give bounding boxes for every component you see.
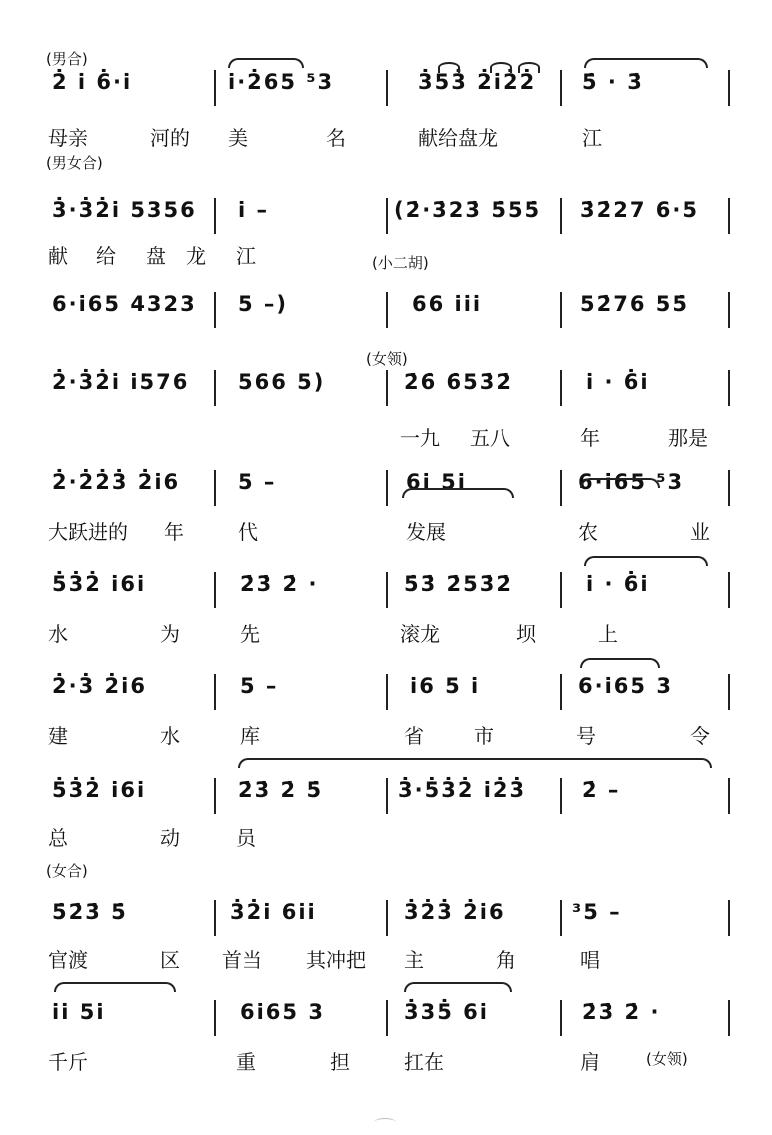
lyric: 扛在 [404,1050,444,1074]
slur [584,58,708,68]
measure: i̇6 5 i̇ [410,674,481,698]
barline [214,674,216,710]
measure: 2̇3̇ 2̇ 5̇ [238,778,324,802]
measure: ³5 – [572,900,622,924]
measure: 3̇2̇27 6·5 [580,198,699,222]
measure: 2̇·3̇ 2̇i̇6 [52,674,147,698]
barline [728,370,730,406]
barline [214,198,216,234]
slur [518,62,540,73]
notation-line [0,1000,772,1040]
measure: 2̇3̇ 2̇ · [582,1000,661,1024]
measure: 5̇ · 3̇ [582,70,644,94]
lyric: 年 [164,520,184,544]
barline [214,778,216,814]
measure: 3̇·5̇3̇2̇ i̇2̇3̇ [398,778,527,802]
lyric-line [0,422,772,448]
measure: 5 –) [238,292,289,316]
measure: 52̇76 55̇ [580,292,689,316]
measure: 3̇35̇ 6i̇ [404,1000,489,1024]
measure: 5̇3̇ 2̇53̇2̇ [404,572,513,596]
barline [728,572,730,608]
barline [728,70,730,106]
lyric: 献 [48,244,68,268]
barline [386,674,388,710]
barline [214,572,216,608]
barline [560,1000,562,1036]
lyric: 千斤 [48,1050,88,1074]
measure: 6i̇ 5i̇ [406,470,467,494]
lyric: 为 [160,622,180,646]
lyric: 献给盘龙 [418,126,498,150]
lyric: 库 [240,724,260,748]
lyric: 省 [404,724,424,748]
notation-line [0,572,772,612]
lyric-line [0,1046,772,1072]
lyric: 员 [236,826,256,850]
slur [580,658,660,668]
barline [728,292,730,328]
barline [214,370,216,406]
lyric: 区 [160,948,180,972]
part-cue: (女合) [46,862,88,880]
lyric: 主 [404,948,424,972]
measure: 6·i̇65 ⁵3 [578,470,685,494]
barline [728,470,730,506]
lyric: 市 [474,724,494,748]
instrument-cue: (女领) [646,1050,688,1068]
lyric: 大跃进的 [48,520,128,544]
lyric-line [0,240,772,272]
lyric: 江 [236,244,256,268]
notation-line [0,292,772,332]
lyric: 官渡 [48,948,88,972]
notation-line [0,70,772,110]
barline [560,674,562,710]
slur [438,62,460,73]
slur [584,556,708,566]
barline [728,674,730,710]
barline [386,778,388,814]
page-watermark-mark [374,1118,396,1127]
measure: 6·i̇65 4323 [52,292,197,316]
lyric: 一九 [400,426,440,450]
lyric: 美 [228,126,248,150]
barline [386,470,388,506]
lyric: 建 [48,724,68,748]
lyric-line [0,720,772,746]
measure: 2̇ – [582,778,621,802]
measure: 2̇·3̇2̇i̇ i̇576 [52,370,190,394]
measure: 5 – [240,674,279,698]
measure: 5̇2̇3̇ 5̇ [52,900,128,924]
barline [214,470,216,506]
lyric: 发展 [406,520,446,544]
measure: 5̇3̇2̇ i̇6i̇ [52,778,147,802]
barline [560,70,562,106]
measure: i̇ – [238,198,270,222]
measure: 2̇ i̇ 6̇·i̇ [52,70,133,94]
lyric: 上 [598,622,618,646]
barline [214,70,216,106]
barline [386,572,388,608]
slur [402,488,514,498]
lyric-line [0,516,772,542]
lyric: 那是 [668,426,708,450]
barline [728,198,730,234]
lyric: 先 [240,622,260,646]
barline [560,572,562,608]
notation-line [0,350,772,410]
notation-line [0,900,772,940]
lyric: 龙 [186,244,206,268]
lyric: 唱 [580,948,600,972]
lyric: 滚龙 [400,622,440,646]
part-cue: (男女合) [46,154,103,172]
measure: i̇i̇ 5i̇ [52,1000,106,1024]
barline [560,778,562,814]
lyric: 总 [48,826,68,850]
measure: 3̇53̇ 2̇i̇2̇2̇ [418,70,537,94]
lyric: 水 [48,622,68,646]
barline [386,900,388,936]
barline [560,470,562,506]
slur [580,478,660,488]
measure: 566 5) [238,370,326,394]
lyric-line [0,618,772,644]
lyric: 令 [690,724,710,748]
barline [214,1000,216,1036]
measure: 3̇2̇i̇ 6i̇i̇ [230,900,317,924]
lyric: 动 [160,826,180,850]
measure: i̇ · 6̇i̇ [586,370,650,394]
lyric: 代 [238,520,258,544]
measure: 3̇2̇3̇ 2̇i̇6 [404,900,506,924]
staff-system-2 [0,148,772,288]
barline [560,370,562,406]
barline [728,778,730,814]
lyric: 河的 [150,126,190,150]
barline [560,900,562,936]
lyric: 担 [330,1050,350,1074]
barline [560,292,562,328]
lyric: 坝 [516,622,536,646]
staff-system-9 [0,856,772,996]
lyric: 年 [580,426,600,450]
measure: (2̇·3̇23̇ 5̇55̇ [394,198,542,222]
measure: 6i̇65 3 [240,1000,325,1024]
lyric: 母亲 [48,126,88,150]
staff-system-10 [0,984,772,1124]
lyric: 重 [236,1050,256,1074]
slur [54,982,176,992]
measure: 3̇·3̇2̇i̇ 5356 [52,198,197,222]
barline [386,198,388,234]
barline [728,900,730,936]
lyric: 江 [582,126,602,150]
lyric: 名 [326,126,346,150]
lyric-line [0,944,772,970]
slur [238,758,712,768]
barline [214,292,216,328]
barline [214,900,216,936]
instrument-cue: (小二胡) [372,254,429,272]
lyric: 其冲把 [306,948,366,972]
slur [404,982,512,992]
notation-line [0,674,772,714]
measure: 6·i̇65 3 [578,674,673,698]
lyric: 业 [690,520,710,544]
lyric: 水 [160,724,180,748]
instrument-cue: (女领) [366,350,408,368]
measure: 66 i̇i̇i̇ [412,292,483,316]
lyric: 肩 [580,1050,600,1074]
barline [728,1000,730,1036]
lyric: 角 [496,948,516,972]
notation-line [0,198,772,238]
lyric: 号 [576,724,596,748]
measure: i̇·2̇65 ⁵3 [228,70,335,94]
lyric: 五八 [470,426,510,450]
barline [386,1000,388,1036]
measure: 2̇6̇ 6̇53̇2̇ [404,370,513,394]
barline [560,198,562,234]
part-cue: (男合) [46,50,88,68]
measure: 5 – [238,470,277,494]
barline [386,70,388,106]
barline [386,292,388,328]
measure: 2̇·2̇2̇3̇ 2̇i̇6 [52,470,181,494]
lyric: 首当 [222,948,262,972]
lyric: 农 [578,520,598,544]
notation-line [0,470,772,510]
barline [386,370,388,406]
measure: i̇ · 6̇i̇ [586,572,650,596]
slur [490,62,512,73]
notation-line [0,778,772,818]
measure: 5̇3̇2̇ i̇6i̇ [52,572,147,596]
lyric: 给 [96,244,116,268]
slur [228,58,304,68]
lyric-line [0,822,772,848]
lyric: 盘 [146,244,166,268]
measure: 2̇3̇ 2̇ · [240,572,319,596]
lyric-line [0,122,772,148]
